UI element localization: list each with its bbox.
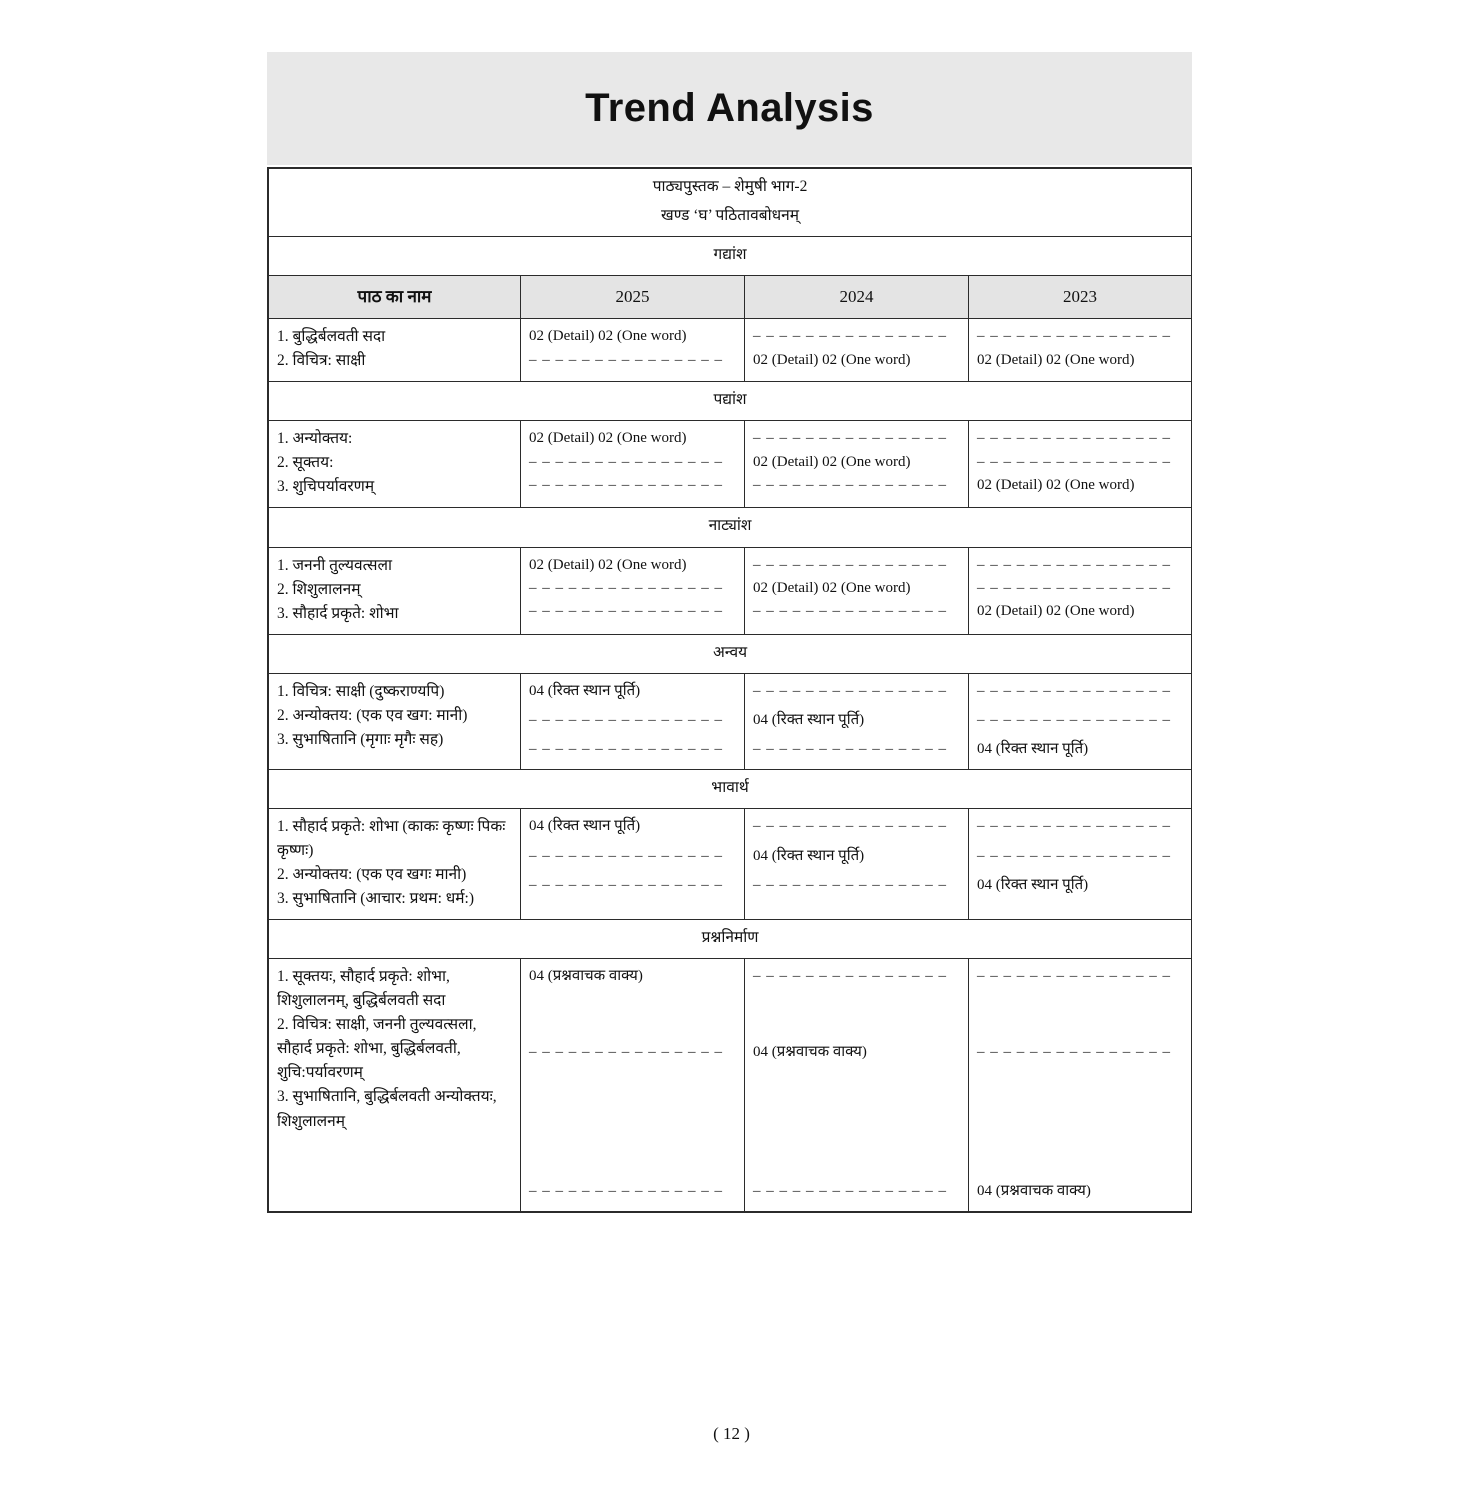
dash-placeholder: – – – – – – – – – – – – – – – <box>753 876 947 893</box>
spacer <box>529 1064 736 1180</box>
row-names-prashnanirman <box>269 959 521 1212</box>
section-heading-row <box>269 237 1192 276</box>
list-item: 2. अन्योक्तय: (एक एव खगः मानी) <box>277 866 467 884</box>
table-row <box>269 809 1192 920</box>
row-values-2025 <box>521 319 745 382</box>
list-item: 3. शुचिपर्यावरणम् <box>277 478 375 496</box>
list-item: 1. बुद्धिर्बलवती सदा <box>277 328 386 346</box>
row-values-2024 <box>745 809 969 920</box>
trend-analysis-table-wrapper <box>267 167 1192 1213</box>
dash-placeholder: – – – – – – – – – – – – – – – <box>977 847 1171 864</box>
row-values-2024 <box>745 547 969 634</box>
value-cell: 04 (रिक्त स्थान पूर्ति) <box>529 682 641 699</box>
row-values-2025 <box>521 809 745 920</box>
dash-placeholder: – – – – – – – – – – – – – – – <box>529 1043 723 1060</box>
page-number: ( 12 ) <box>713 1424 750 1443</box>
dash-placeholder: – – – – – – – – – – – – – – – <box>753 818 947 835</box>
dash-placeholder: – – – – – – – – – – – – – – – <box>529 711 723 728</box>
row-names-natyansh <box>269 547 521 634</box>
table-row <box>269 673 1192 770</box>
dash-placeholder: – – – – – – – – – – – – – – – <box>753 603 947 619</box>
table-row <box>269 421 1192 508</box>
list-item: 1. अन्योक्तय: <box>277 430 353 448</box>
value-cell: 04 (प्रश्नवाचक वाक्य) <box>753 1043 867 1060</box>
row-names-anvay <box>269 673 521 770</box>
dash-placeholder: – – – – – – – – – – – – – – – <box>753 430 947 447</box>
spacer <box>753 1064 960 1180</box>
section-heading-gadyansh: गद्यांश <box>269 237 1192 276</box>
column-header-2023: 2023 <box>969 276 1192 319</box>
row-values-2024 <box>745 673 969 770</box>
row-values-2023 <box>969 319 1192 382</box>
value-cell: 02 (Detail) 02 (One word) <box>753 453 911 470</box>
column-header-name: पाठ का नाम <box>269 276 521 319</box>
spacer <box>753 989 960 1041</box>
column-header-2025: 2025 <box>521 276 745 319</box>
row-values-2023 <box>969 673 1192 770</box>
table-row <box>269 319 1192 382</box>
dash-placeholder: – – – – – – – – – – – – – – – <box>977 328 1171 345</box>
table-row <box>269 959 1192 1212</box>
dash-placeholder: – – – – – – – – – – – – – – – <box>977 682 1171 699</box>
value-cell: 04 (रिक्त स्थान पूर्ति) <box>753 711 865 728</box>
value-cell: 04 (रिक्त स्थान पूर्ति) <box>977 876 1089 893</box>
list-item: 1. जननी तुल्यवत्सला <box>277 556 393 574</box>
dash-placeholder: – – – – – – – – – – – – – – – <box>753 556 947 573</box>
value-cell: 02 (Detail) 02 (One word) <box>977 476 1135 493</box>
value-cell: 04 (रिक्त स्थान पूर्ति) <box>753 847 865 864</box>
value-cell: 02 (Detail) 02 (One word) <box>753 579 911 596</box>
row-values-2024 <box>745 959 969 1212</box>
dash-placeholder: – – – – – – – – – – – – – – – <box>529 741 723 758</box>
column-header-2024: 2024 <box>745 276 969 319</box>
book-heading-cell <box>269 169 1192 237</box>
section-heading-row <box>269 920 1192 959</box>
list-item: 2. विचित्र: साक्षी, जननी तुल्यवत्सला, सौहार्द प्रकृते: शोभा, बुद्धिर्बलवती, शुचि:पर्यावरणम् <box>277 1016 477 1082</box>
page-title: Trend Analysis <box>585 86 874 130</box>
section-heading-row <box>269 770 1192 809</box>
section-heading-padyansh: पद्यांश <box>269 382 1192 421</box>
dash-placeholder: – – – – – – – – – – – – – – – <box>529 351 723 368</box>
dash-placeholder: – – – – – – – – – – – – – – – <box>529 579 723 596</box>
row-names-gadyansh <box>269 319 521 382</box>
row-values-2024 <box>745 319 969 382</box>
value-cell: 04 (प्रश्नवाचक वाक्य) <box>977 1182 1091 1199</box>
row-names-padyansh <box>269 421 521 508</box>
row-values-2025 <box>521 673 745 770</box>
list-item: 1. विचित्र: साक्षी (दुष्कराण्यपि) <box>277 682 445 700</box>
section-heading-bhavarth: भावार्थ <box>269 770 1192 809</box>
section-heading-prashnanirman: प्रश्ननिर्माण <box>269 920 1192 959</box>
dash-placeholder: – – – – – – – – – – – – – – – <box>529 876 723 893</box>
row-values-2024 <box>745 421 969 508</box>
spacer <box>529 989 736 1041</box>
list-item: 1. सूक्तयः, सौहार्द प्रकृते: शोभा, शिशुलालनम्, बुद्धिर्बलवती सदा <box>277 968 450 1010</box>
value-cell: 02 (Detail) 02 (One word) <box>529 328 687 345</box>
row-names-bhavarth <box>269 809 521 920</box>
list-item: 1. सौहार्द प्रकृते: शोभा (काकः कृष्णः पिकः कृष्णः) <box>277 818 506 860</box>
dash-placeholder: – – – – – – – – – – – – – – – <box>529 603 723 619</box>
book-heading-row <box>269 169 1192 237</box>
list-item: 3. सुभाषितानि (आचार: प्रथम: धर्म:) <box>277 890 475 908</box>
value-cell: 02 (Detail) 02 (One word) <box>529 430 687 447</box>
dash-placeholder: – – – – – – – – – – – – – – – <box>977 453 1171 470</box>
list-item: 3. सौहार्द प्रकृते: शोभा <box>277 604 399 622</box>
dash-placeholder: – – – – – – – – – – – – – – – <box>753 476 947 493</box>
column-header-row <box>269 276 1192 319</box>
section-heading-row <box>269 382 1192 421</box>
dash-placeholder: – – – – – – – – – – – – – – – <box>977 968 1171 985</box>
value-cell: 02 (Detail) 02 (One word) <box>977 351 1135 368</box>
dash-placeholder: – – – – – – – – – – – – – – – <box>529 1182 723 1199</box>
list-item: 3. सुभाषितानि, बुद्धिर्बलवती अन्योक्तयः, शिशुलालनम् <box>277 1088 497 1130</box>
dash-placeholder: – – – – – – – – – – – – – – – <box>977 818 1171 835</box>
value-cell: 02 (Detail) 02 (One word) <box>529 556 687 573</box>
trend-analysis-table <box>268 168 1192 1212</box>
section-heading-row <box>269 508 1192 547</box>
row-values-2023 <box>969 421 1192 508</box>
value-cell: 04 (रिक्त स्थान पूर्ति) <box>529 818 641 835</box>
row-values-2023 <box>969 959 1192 1212</box>
list-item: 2. विचित्र: साक्षी <box>277 352 366 370</box>
dash-placeholder: – – – – – – – – – – – – – – – <box>977 711 1171 728</box>
dash-placeholder: – – – – – – – – – – – – – – – <box>753 1182 947 1199</box>
list-item: 2. सूक्तय: <box>277 454 334 472</box>
book-title-line1: पाठ्यपुस्तक – शेमुषी भाग-2 <box>652 178 808 195</box>
dash-placeholder: – – – – – – – – – – – – – – – <box>753 682 947 699</box>
dash-placeholder: – – – – – – – – – – – – – – – <box>753 741 947 758</box>
spacer <box>977 1064 1183 1180</box>
row-values-2023 <box>969 547 1192 634</box>
section-heading-anvay: अन्वय <box>269 634 1192 673</box>
dash-placeholder: – – – – – – – – – – – – – – – <box>753 328 947 345</box>
row-values-2025 <box>521 421 745 508</box>
value-cell: 04 (रिक्त स्थान पूर्ति) <box>977 741 1089 758</box>
row-values-2025 <box>521 547 745 634</box>
row-values-2025 <box>521 959 745 1212</box>
list-item: 2. शिशुलालनम् <box>277 580 361 598</box>
table-row <box>269 547 1192 634</box>
dash-placeholder: – – – – – – – – – – – – – – – <box>977 1043 1171 1060</box>
dash-placeholder: – – – – – – – – – – – – – – – <box>977 579 1171 596</box>
list-item: 3. सुभाषितानि (मृगाः मृगैः सह) <box>277 730 444 748</box>
book-title-line2: खण्ड ‘घ’ पठितावबोधनम् <box>661 207 800 225</box>
dash-placeholder: – – – – – – – – – – – – – – – <box>977 430 1171 447</box>
dash-placeholder: – – – – – – – – – – – – – – – <box>529 847 723 864</box>
section-heading-row <box>269 634 1192 673</box>
page-title-band <box>267 52 1192 165</box>
section-heading-natyansh: नाट्यांश <box>269 508 1192 547</box>
list-item: 2. अन्योक्तय: (एक एव खग: मानी) <box>277 706 468 724</box>
dash-placeholder: – – – – – – – – – – – – – – – <box>977 556 1171 573</box>
dash-placeholder: – – – – – – – – – – – – – – – <box>529 453 723 470</box>
value-cell: 02 (Detail) 02 (One word) <box>977 603 1135 619</box>
value-cell: 04 (प्रश्नवाचक वाक्य) <box>529 968 643 985</box>
spacer <box>977 989 1183 1041</box>
dash-placeholder: – – – – – – – – – – – – – – – <box>753 968 947 985</box>
row-values-2023 <box>969 809 1192 920</box>
dash-placeholder: – – – – – – – – – – – – – – – <box>529 476 723 493</box>
value-cell: 02 (Detail) 02 (One word) <box>753 351 911 368</box>
